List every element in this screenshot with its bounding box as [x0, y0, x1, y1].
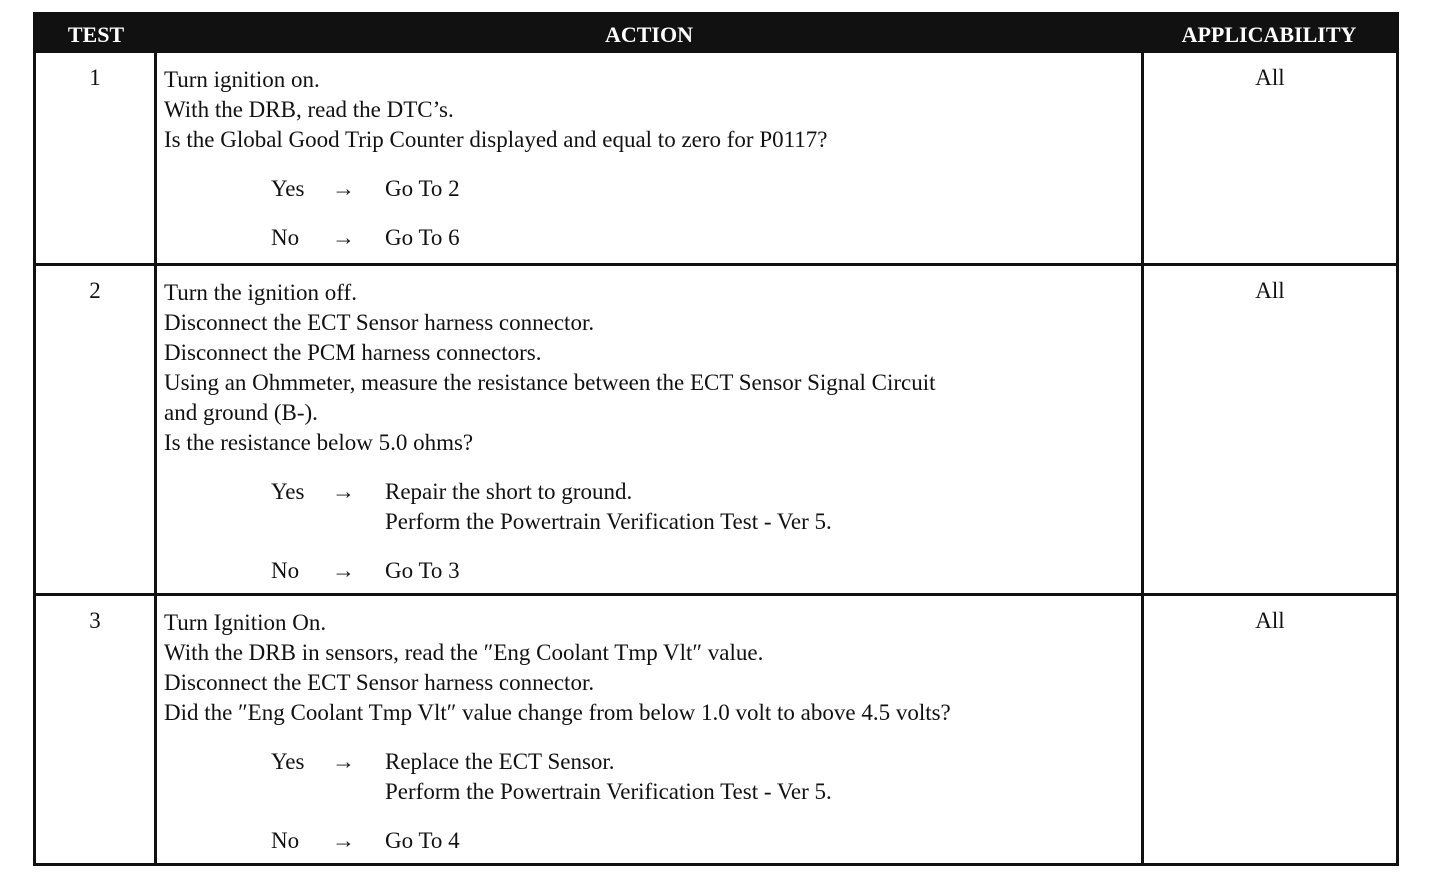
action-line: Turn the ignition off. [164, 280, 357, 305]
result-line: Perform the Powertrain Verification Test - Ver 5. [385, 509, 832, 534]
answer-options [164, 174, 1139, 253]
header-test: TEST [67, 22, 125, 47]
action-line: With the DRB in sensors, read the ″Eng Coolant Tmp Vlt″ value. [164, 640, 764, 665]
result-line: Go To 6 [385, 225, 460, 250]
diagnostic-test-table [33, 12, 1399, 866]
applicability-cell: All [1255, 278, 1285, 303]
action-line: With the DRB, read the DTC’s. [164, 97, 454, 122]
yes-result [385, 174, 460, 204]
yes-label: Yes [271, 479, 305, 504]
no-result [385, 223, 460, 253]
action-cell [164, 278, 1139, 605]
result-line: Repair the short to ground. [385, 479, 633, 504]
table-header-row [36, 15, 1396, 53]
no-label: No [271, 558, 300, 583]
table-row [36, 596, 1396, 863]
right-arrow-icon: → [332, 828, 355, 853]
result-line: Replace the ECT Sensor. [385, 749, 615, 774]
no-result [385, 556, 460, 586]
action-line: Turn ignition on. [164, 67, 320, 92]
right-arrow-icon: → [332, 558, 355, 583]
test-number: 1 [89, 65, 101, 90]
action-line: and ground (B-). [164, 400, 318, 425]
action-line: Did the ″Eng Coolant Tmp Vlt″ value change from below 1.0 volt to above 4.5 volts? [164, 700, 951, 725]
action-cell [164, 65, 1139, 272]
header-action: ACTION [604, 22, 693, 47]
yes-answer [164, 747, 1139, 807]
action-cell [164, 608, 1139, 875]
answer-options [164, 747, 1139, 856]
test-number: 3 [89, 608, 101, 633]
yes-label: Yes [271, 749, 305, 774]
no-answer [164, 556, 1139, 586]
yes-label: Yes [271, 176, 305, 201]
action-line: Disconnect the ECT Sensor harness connector. [164, 670, 595, 695]
no-label: No [271, 225, 300, 250]
no-answer [164, 223, 1139, 253]
test-number: 2 [89, 278, 101, 303]
table-row [36, 53, 1396, 263]
yes-result [385, 477, 832, 537]
right-arrow-icon: → [332, 479, 355, 504]
no-label: No [271, 828, 300, 853]
result-line: Go To 3 [385, 558, 460, 583]
result-line: Perform the Powertrain Verification Test - Ver 5. [385, 779, 832, 804]
yes-result [385, 747, 832, 807]
action-line: Turn Ignition On. [164, 610, 327, 635]
answer-options [164, 477, 1139, 586]
action-line: Using an Ohmmeter, measure the resistance between the ECT Sensor Signal Circuit [164, 370, 936, 395]
applicability-cell: All [1255, 65, 1285, 90]
result-line: Go To 4 [385, 828, 460, 853]
yes-answer [164, 477, 1139, 537]
applicability-cell: All [1255, 608, 1285, 633]
no-answer [164, 826, 1139, 856]
right-arrow-icon: → [332, 225, 355, 250]
right-arrow-icon: → [332, 749, 355, 774]
action-line: Disconnect the PCM harness connectors. [164, 340, 542, 365]
action-line: Is the resistance below 5.0 ohms? [164, 430, 474, 455]
no-result [385, 826, 460, 856]
table-row [36, 266, 1396, 593]
right-arrow-icon: → [332, 176, 355, 201]
yes-answer [164, 174, 1139, 204]
result-line: Go To 2 [385, 176, 460, 201]
action-line: Disconnect the ECT Sensor harness connector. [164, 310, 595, 335]
header-applicability: APPLICABILITY [1181, 22, 1357, 47]
action-line: Is the Global Good Trip Counter displayed and equal to zero for P0117? [164, 127, 828, 152]
